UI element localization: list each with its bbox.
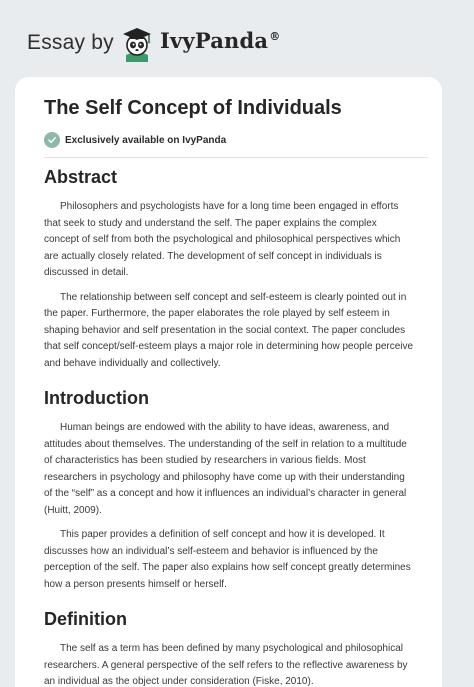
availability-text: Exclusively available on IvyPanda [65,134,227,146]
brand-name[interactable] [160,28,280,53]
essay-content [44,159,414,687]
page-title: The Self Concept of Individuals [44,97,342,119]
section-heading-abstract: Abstract [44,167,118,187]
abstract-paragraph-1: Philosophers and psychologists have for a long time been engaged in efforts that seek to study and understand the self. The paper explains the complex concept of self from both the psychological and philosophical perspectives which are actually closely related. The development of self concept in individuals is discussed in detail. [44,201,401,278]
panda-logo-icon[interactable] [117,22,157,62]
introduction-paragraph-1: Human beings are endowed with the ability to have ideas, awareness, and attitudes about themselves. The understanding of the self in relation to a multitude of characteristics has been studied by researchers in various fields. Most researchers in psychology and philosophy have come up with their understanding of the “self” as a concept and how it influences an individual’s character in general (Huitt, 2009). [44,422,407,516]
divider [44,157,428,158]
abstract-paragraph-2: The relationship between self concept and self-esteem is clearly pointed out in the paper. Furthermore, the paper elaborates the role played by self esteem in shaping behavior and self presentation in the social context. The paper concludes that self concept/self-esteem plays a major role in determining how people perceive and behave individually and collectively. [44,291,414,369]
introduction-paragraph-2: This paper provides a definition of self concept and how it is developed. It discusses how an individual’s self-esteem and behavior is influenced by the perception of the self. The paper also explains how self concept greatly determines how a person presents himself or herself. [44,529,411,590]
definition-paragraph-1: The self as a term has been defined by many psychological and philosophical researchers. A general perspective of the self refers to the reflective awareness by an individual as the object under consideration (Fiske, 2010). [44,643,408,687]
section-heading-introduction: Introduction [44,388,149,408]
site-header [0,0,474,80]
essay-card [15,77,442,687]
availability-note [44,132,226,148]
brand-text: IvyPanda [160,28,269,53]
essay-by-label: Essay by [27,31,114,54]
section-heading-definition: Definition [44,609,127,629]
check-badge-icon [44,132,60,148]
registered-mark: ® [269,30,281,43]
